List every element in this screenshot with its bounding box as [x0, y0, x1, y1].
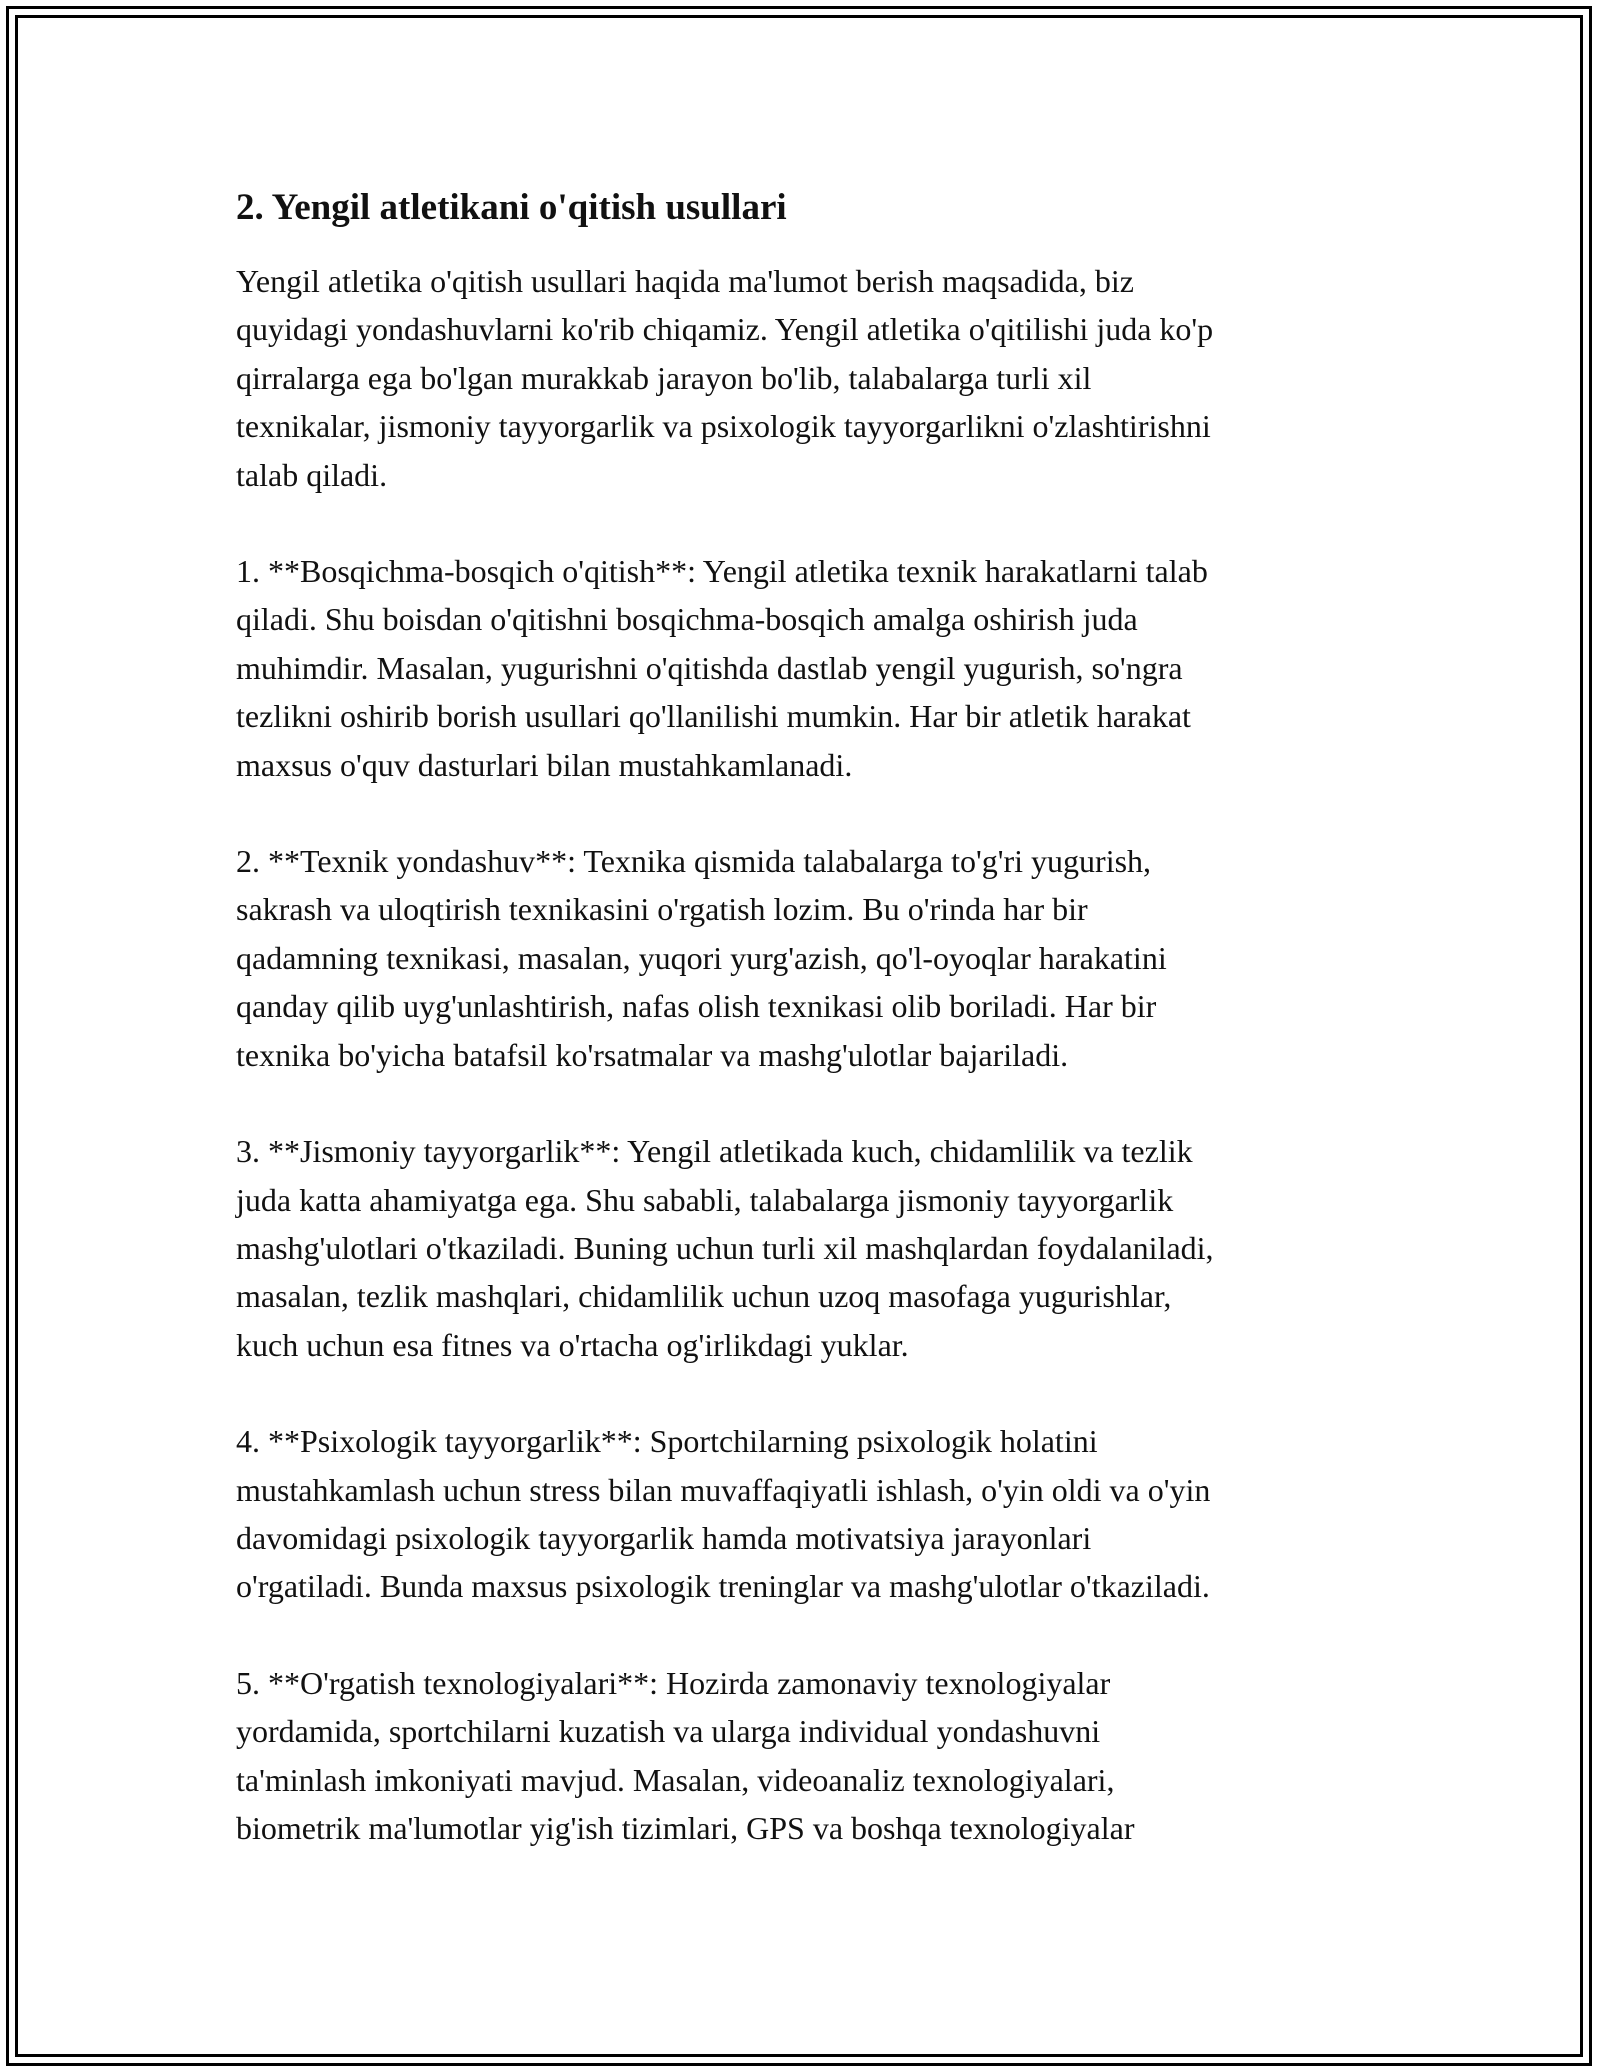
- text-line: 4. **Psixologik tayyorgarlik**: Sportchilarning psixologik holatini: [236, 1423, 1098, 1460]
- paragraph-item-4: [236, 1417, 1376, 1611]
- text-line: biometrik ma'lumotlar yig'ish tizimlari, GPS va boshqa texnologiyalar: [236, 1809, 1135, 1846]
- text-line: 3. **Jismoniy tayyorgarlik**: Yengil atletikada kuch, chidamlilik va tezlik: [236, 1133, 1193, 1170]
- text-line: masalan, tezlik mashqlari, chidamlilik uchun uzoq masofaga yugurishlar,: [236, 1278, 1172, 1315]
- text-line: o'rgatiladi. Bunda maxsus psixologik treninglar va mashg'ulotlar o'tkaziladi.: [236, 1568, 1210, 1605]
- text-line: kuch uchun esa fitnes va o'rtacha og'irlikdagi yuklar.: [236, 1326, 909, 1363]
- document-body: [236, 185, 1376, 1900]
- paragraph-intro: [236, 257, 1376, 499]
- text-line: Yengil atletika o'qitish usullari haqida ma'lumot berish maqsadida, biz: [236, 263, 1134, 299]
- text-line: mashg'ulotlari o'tkaziladi. Buning uchun turli xil mashqlardan foydalaniladi,: [236, 1229, 1214, 1266]
- text-line: qadamning texnikasi, masalan, yuqori yurg'azish, qo'l-oyoqlar harakatini: [236, 939, 1167, 976]
- text-line: texnikalar, jismoniy tayyorgarlik va psixologik tayyorgarlikni o'zlashtirishni: [236, 408, 1211, 445]
- text-line: tezlikni oshirib borish usullari qo'llanilishi mumkin. Har bir atletik harakat: [236, 698, 1191, 735]
- text-line: 2. **Texnik yondashuv**: Texnika qismida talabalarga to'g'ri yugurish,: [236, 843, 1152, 880]
- text-line: muhimdir. Masalan, yugurishni o'qitishda dastlab yengil yugurish, so'ngra: [236, 649, 1183, 686]
- text-line: sakrash va uloqtirish texnikasini o'rgatish lozim. Bu o'rinda har bir: [236, 891, 1088, 928]
- text-line: qiladi. Shu boisdan o'qitishni bosqichma-bosqich amalga oshirish juda: [236, 601, 1138, 638]
- text-line: 1. **Bosqichma-bosqich o'qitish**: Yengil atletika texnik harakatlarni talab: [236, 553, 1208, 590]
- paragraph-item-1: [236, 547, 1376, 789]
- text-line: qanday qilib uyg'unlashtirish, nafas olish texnikasi olib boriladi. Har bir: [236, 988, 1157, 1025]
- text-line: maxsus o'quv dasturlari bilan mustahkamlanadi.: [236, 746, 853, 783]
- text-line: texnika bo'yicha batafsil ko'rsatmalar va mashg'ulotlar bajariladi.: [236, 1036, 1069, 1073]
- text-line: mustahkamlash uchun stress bilan muvaffaqiyatli ishlash, o'yin oldi va o'yin: [236, 1471, 1211, 1508]
- text-line: yordamida, sportchilarni kuzatish va ularga individual yondashuvni: [236, 1713, 1101, 1750]
- text-line: davomidagi psixologik tayyorgarlik hamda motivatsiya jarayonlari: [236, 1519, 1092, 1556]
- paragraph-item-2: [236, 837, 1376, 1079]
- text-line: ta'minlash imkoniyati mavjud. Masalan, videoanaliz texnologiyalari,: [236, 1761, 1115, 1798]
- section-heading: 2. Yengil atletikani o'qitish usullari: [236, 187, 787, 228]
- paragraph-item-3: [236, 1127, 1376, 1369]
- text-line: quyidagi yondashuvlarni ko'rib chiqamiz. Yengil atletika o'qitilishi juda ko'p: [236, 311, 1214, 348]
- text-line: 5. **O'rgatish texnologiyalari**: Hozirda zamonaviy texnologiyalar: [236, 1664, 1111, 1701]
- text-line: qirralarga ega bo'lgan murakkab jarayon bo'lib, talabalarga turli xil: [236, 359, 1092, 396]
- paragraph-item-5: [236, 1659, 1376, 1853]
- text-line: juda katta ahamiyatga ega. Shu sababli, talabalarga jismoniy tayyorgarlik: [236, 1181, 1174, 1218]
- text-line: talab qiladi.: [236, 456, 388, 493]
